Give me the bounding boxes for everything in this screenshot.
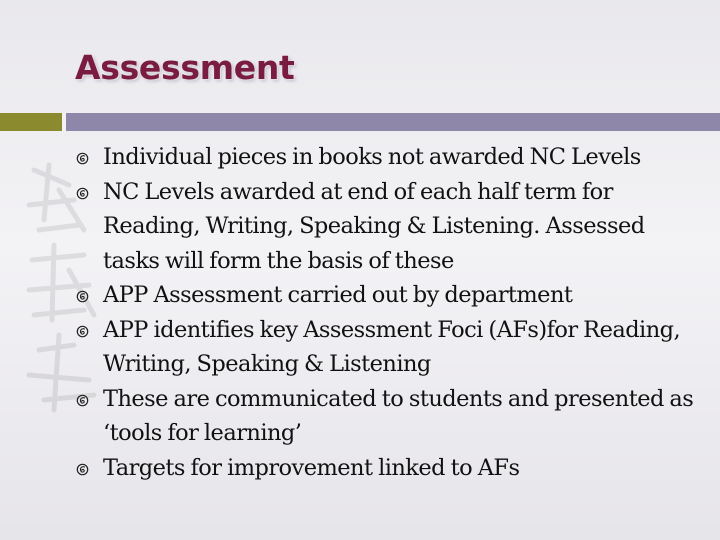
swirl-bullet-icon bbox=[76, 325, 89, 338]
bullet-text: NC Levels awarded at end of each half term for Reading, Writing, Speaking & Listening. Assessed tasks will form the basis of these bbox=[103, 178, 645, 274]
swirl-bullet-icon bbox=[76, 463, 89, 476]
bullet-item bbox=[70, 451, 700, 486]
bullet-text: APP Assessment carried out by department bbox=[103, 282, 573, 308]
bullet-item bbox=[70, 382, 700, 451]
bullet-item bbox=[70, 175, 700, 279]
slide-title: Assessment bbox=[75, 48, 295, 87]
bullet-list bbox=[70, 140, 700, 485]
swirl-bullet-icon bbox=[76, 187, 89, 200]
bullet-text: Targets for improvement linked to AFs bbox=[103, 454, 520, 481]
bullet-text: These are communicated to students and presented as ‘tools for learning’ bbox=[103, 385, 694, 446]
swirl-bullet-icon bbox=[76, 394, 89, 407]
bullet-text: Individual pieces in books not awarded NC Levels bbox=[103, 144, 641, 170]
bullet-item bbox=[70, 278, 700, 313]
swirl-bullet-icon bbox=[76, 152, 89, 165]
title-band-left bbox=[0, 113, 62, 131]
bullet-item bbox=[70, 313, 700, 382]
title-band-right bbox=[66, 113, 720, 131]
bullet-item bbox=[70, 140, 700, 175]
swirl-bullet-icon bbox=[76, 290, 89, 303]
bullet-text: APP identifies key Assessment Foci (AFs)for Reading, Writing, Speaking & Listening bbox=[103, 316, 681, 377]
